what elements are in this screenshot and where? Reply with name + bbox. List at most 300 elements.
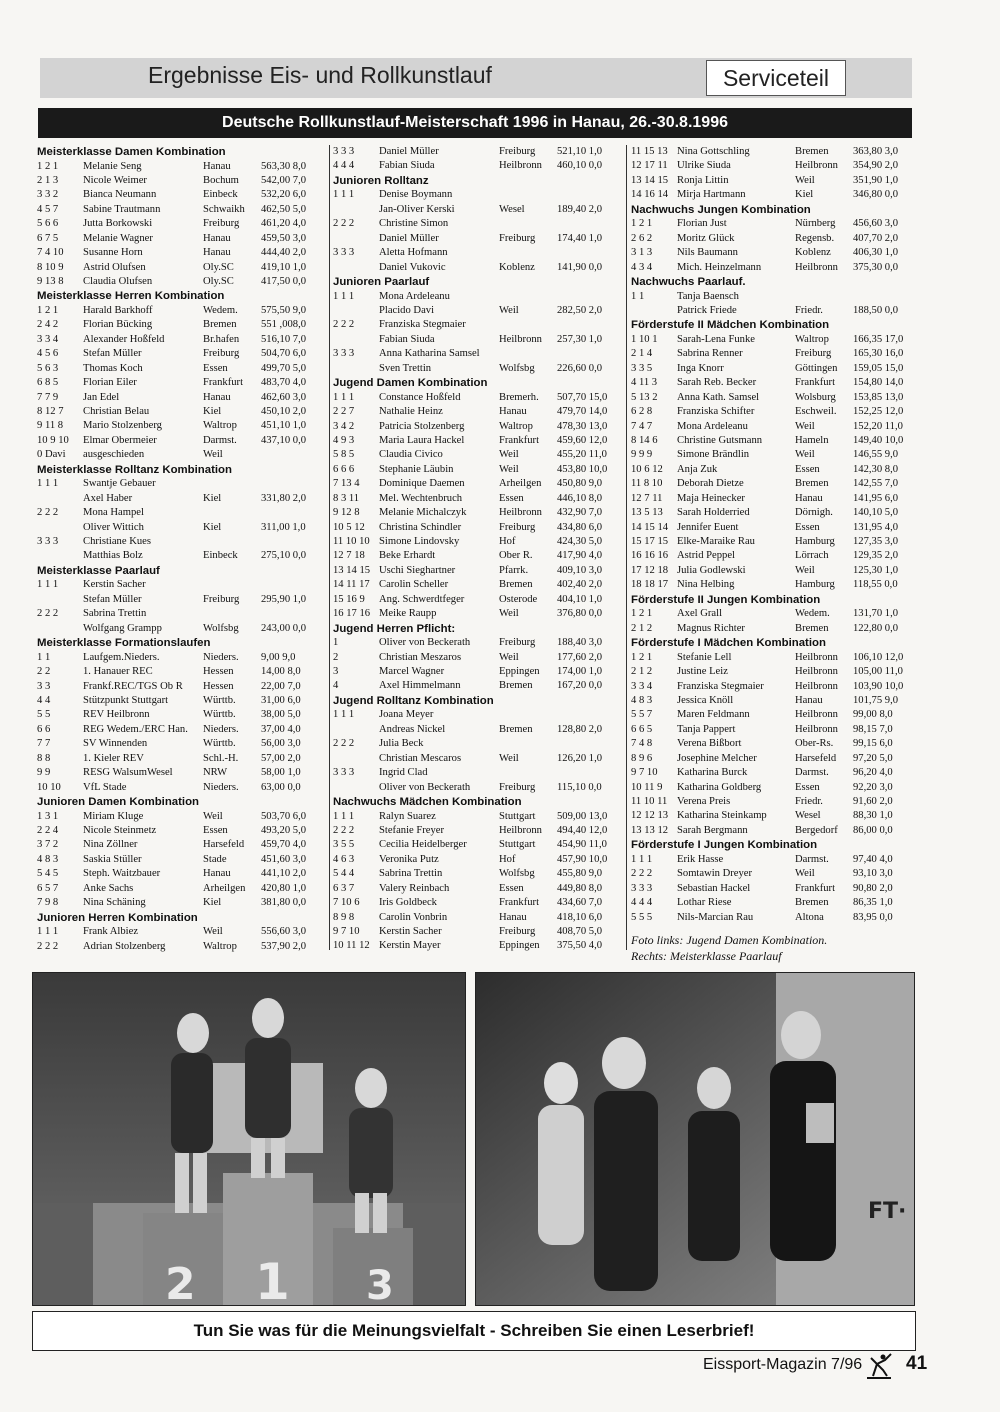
result-score: 462,60 3,0 bbox=[261, 391, 307, 403]
result-placement: 2 1 2 bbox=[631, 622, 653, 634]
result-placement: 4 4 4 bbox=[333, 160, 355, 172]
result-row bbox=[37, 766, 326, 780]
result-score: 407,70 2,0 bbox=[853, 232, 899, 244]
result-name: Meike Raupp bbox=[379, 608, 437, 620]
result-score: 478,30 13,0 bbox=[557, 420, 608, 432]
result-name: Frankf.REC/TGS Ob R bbox=[83, 680, 183, 692]
result-placement: 4 9 3 bbox=[333, 434, 355, 446]
result-club: Hamburg bbox=[795, 579, 835, 591]
result-placement: 5 4 5 bbox=[37, 868, 59, 880]
podium-number: 1 bbox=[255, 1253, 290, 1306]
result-row bbox=[37, 810, 326, 824]
category-heading: Nachwuchs Mädchen Kombination bbox=[333, 796, 522, 808]
result-club: Freiburg bbox=[795, 348, 832, 360]
result-name: Stefanie Freyer bbox=[379, 824, 445, 836]
result-club: Freiburg bbox=[499, 637, 536, 649]
result-name: Nicole Steinmetz bbox=[83, 824, 157, 836]
result-score: 86,00 0,0 bbox=[853, 824, 893, 836]
result-placement: 5 6 6 bbox=[37, 218, 59, 230]
category-heading: Jugend Rolltanz Kombination bbox=[333, 694, 494, 707]
result-name: Sabine Trautmann bbox=[83, 203, 161, 215]
result-row bbox=[37, 203, 326, 217]
result-score: 363,80 3,0 bbox=[853, 146, 899, 157]
result-club: Eppingen bbox=[499, 940, 540, 952]
result-row bbox=[37, 492, 326, 506]
result-name: Patricia Stolzenberg bbox=[379, 420, 465, 432]
result-placement: 16 17 16 bbox=[333, 608, 371, 620]
result-row bbox=[37, 694, 326, 708]
result-club: Kiel bbox=[203, 492, 222, 504]
result-placement: 7 10 6 bbox=[333, 897, 360, 909]
result-row bbox=[37, 925, 326, 939]
result-score: 141,95 6,0 bbox=[853, 492, 899, 504]
result-score: 88,30 1,0 bbox=[853, 810, 893, 822]
result-club: Hanau bbox=[203, 391, 231, 403]
result-row bbox=[631, 651, 914, 665]
result-club: Frankfurt bbox=[795, 882, 836, 894]
result-score: 375,30 0,0 bbox=[853, 261, 899, 273]
result-name: REV Heilbronn bbox=[83, 709, 150, 721]
result-row bbox=[631, 781, 914, 795]
result-row bbox=[631, 694, 914, 708]
result-score: 174,00 1,0 bbox=[557, 666, 603, 677]
category-heading: Jugend Herren Pflicht: bbox=[333, 622, 456, 635]
result-club: Württb. bbox=[203, 738, 236, 750]
result-row bbox=[333, 506, 621, 520]
result-club: Hanau bbox=[203, 868, 231, 880]
category-heading: Meisterklasse Formationslaufen bbox=[37, 637, 211, 650]
result-placement: 5 5 bbox=[37, 709, 51, 721]
result-placement: 4 4 bbox=[37, 694, 51, 706]
result-club: Hanau bbox=[795, 694, 823, 706]
result-club: Heilbronn bbox=[795, 651, 838, 663]
result-name: Denise Boymann bbox=[379, 189, 453, 201]
result-placement: 4 5 7 bbox=[37, 203, 59, 215]
result-name: Nina Helbing bbox=[677, 579, 735, 591]
result-name: Stefanie Lell bbox=[677, 651, 732, 663]
result-name: Fabian Siuda bbox=[379, 333, 435, 345]
result-row bbox=[37, 434, 326, 448]
result-name: Anna Katharina Samsel bbox=[379, 348, 480, 360]
result-club: Weil bbox=[203, 810, 223, 822]
result-score: 37,00 4,0 bbox=[261, 723, 301, 735]
result-row bbox=[631, 217, 914, 231]
result-row bbox=[333, 434, 621, 448]
result-score: 243,00 0,0 bbox=[261, 622, 307, 634]
result-score: 103,90 10,0 bbox=[853, 680, 904, 692]
result-name: Sarah-Lena Funke bbox=[677, 333, 755, 345]
result-row bbox=[37, 853, 326, 867]
result-name: Melanie Seng bbox=[83, 160, 142, 172]
result-row bbox=[37, 896, 326, 910]
result-name: Marcel Wagner bbox=[379, 666, 445, 677]
result-score: 446,10 8,0 bbox=[557, 492, 603, 504]
result-club: Kiel bbox=[203, 406, 222, 417]
result-placement: 7 4 8 bbox=[631, 738, 653, 750]
result-club: Koblenz bbox=[795, 247, 831, 259]
result-name: Nina Zöllner bbox=[83, 839, 138, 851]
pairs-photo-graphic bbox=[476, 973, 915, 1306]
result-club: Hessen bbox=[203, 666, 234, 678]
result-placement: 4 4 4 bbox=[631, 897, 653, 909]
result-name: Ulrike Siuda bbox=[677, 160, 731, 172]
result-name: Christian Mescaros bbox=[379, 752, 462, 764]
result-club: Nieders. bbox=[203, 781, 239, 793]
result-row bbox=[631, 333, 914, 347]
result-name: Julia Godlewski bbox=[677, 564, 746, 576]
result-score: 101,75 9,0 bbox=[853, 694, 899, 706]
result-score: 149,40 10,0 bbox=[853, 434, 904, 446]
result-placement: 17 12 18 bbox=[631, 564, 669, 576]
result-club: Friedr. bbox=[795, 796, 823, 807]
result-row bbox=[631, 420, 914, 434]
result-score: 165,30 16,0 bbox=[853, 348, 904, 360]
result-score: 563,30 8,0 bbox=[261, 160, 307, 172]
result-club: Heilbronn bbox=[795, 680, 838, 692]
result-row bbox=[333, 564, 621, 578]
result-name: Elke-Maraike Rau bbox=[677, 536, 755, 547]
result-row bbox=[631, 174, 914, 188]
result-club: Harsefeld bbox=[203, 839, 245, 851]
result-placement: 9 7 10 bbox=[631, 767, 658, 779]
result-placement: 2 4 2 bbox=[37, 319, 59, 331]
result-name: Veronika Putz bbox=[379, 853, 439, 865]
result-placement: 4 8 3 bbox=[631, 694, 653, 706]
result-row bbox=[333, 651, 621, 665]
result-score: 459,60 12,0 bbox=[557, 434, 608, 446]
category-heading: Förderstufe II Mädchen Kombination bbox=[631, 319, 830, 332]
result-name: Florian Eiler bbox=[83, 377, 137, 389]
result-club: Waltrop bbox=[795, 333, 829, 345]
result-row bbox=[631, 752, 914, 766]
result-club: Bremen bbox=[499, 680, 533, 692]
result-score: 509,00 13,0 bbox=[557, 810, 608, 822]
category-heading: Nachwuchs Jungen Kombination bbox=[631, 203, 811, 216]
result-score: 437,10 0,0 bbox=[261, 434, 307, 446]
result-row bbox=[333, 521, 621, 535]
result-club: Lörrach bbox=[795, 550, 829, 562]
result-placement: 2 2 2 bbox=[333, 824, 355, 836]
category-heading: Meisterklasse Rolltanz Kombination bbox=[37, 463, 232, 476]
result-name: Melanie Wagner bbox=[83, 232, 153, 244]
result-club: Essen bbox=[795, 463, 820, 475]
result-score: 97,40 4,0 bbox=[853, 853, 893, 865]
result-name: Jessica Knöll bbox=[677, 694, 734, 706]
result-club: Weil bbox=[795, 449, 815, 461]
result-club: Hameln bbox=[795, 434, 829, 446]
result-placement: 2 2 4 bbox=[37, 824, 59, 836]
result-name: Josephine Melcher bbox=[677, 752, 757, 764]
result-placement: 2 2 2 bbox=[333, 319, 355, 331]
result-placement: 11 15 13 bbox=[631, 146, 668, 157]
result-placement: 8 8 bbox=[37, 752, 51, 764]
result-row bbox=[333, 549, 621, 563]
result-name: Simone Lindovsky bbox=[379, 536, 460, 547]
result-club: Nieders. bbox=[203, 651, 239, 663]
result-score: 146,55 9,0 bbox=[853, 449, 899, 461]
result-name: Iris Goldbeck bbox=[379, 897, 437, 909]
result-placement: 1 2 1 bbox=[37, 304, 59, 316]
result-placement: 11 10 11 bbox=[631, 796, 668, 807]
result-row bbox=[631, 492, 914, 506]
result-name: Carolin Vonbrin bbox=[379, 911, 448, 923]
category-heading: Förderstufe I Mädchen Kombination bbox=[631, 637, 826, 650]
result-row bbox=[333, 853, 621, 867]
result-placement: 1 1 bbox=[631, 290, 645, 302]
result-placement: 3 bbox=[333, 666, 339, 677]
result-placement: 12 17 11 bbox=[631, 160, 668, 172]
result-row bbox=[37, 376, 326, 390]
result-club: Waltrop bbox=[203, 940, 237, 952]
result-row bbox=[37, 578, 326, 592]
result-score: 159,05 15,0 bbox=[853, 362, 904, 374]
result-placement: 5 6 3 bbox=[37, 362, 59, 374]
category-heading: Junioren Rolltanz bbox=[333, 174, 429, 187]
result-placement: 2 2 2 bbox=[631, 868, 653, 880]
result-row bbox=[631, 391, 914, 405]
result-score: 461,20 4,0 bbox=[261, 218, 307, 230]
result-row bbox=[333, 188, 621, 202]
result-placement: 8 14 6 bbox=[631, 434, 658, 446]
result-score: 494,40 12,0 bbox=[557, 824, 608, 836]
result-score: 311,00 1,0 bbox=[261, 521, 306, 533]
result-row bbox=[37, 246, 326, 260]
result-score: 376,80 0,0 bbox=[557, 608, 603, 620]
result-club: Einbeck bbox=[203, 189, 238, 201]
result-club: Weil bbox=[499, 449, 519, 461]
result-row bbox=[37, 824, 326, 838]
result-row bbox=[37, 752, 326, 766]
result-club: Heilbronn bbox=[499, 333, 542, 345]
result-placement: 8 9 8 bbox=[333, 911, 355, 923]
background-lettering: FT· bbox=[868, 1199, 907, 1224]
result-row bbox=[333, 867, 621, 881]
result-score: 451,60 3,0 bbox=[261, 853, 307, 865]
result-name: Franziska Stegmaier bbox=[379, 319, 466, 331]
result-club: Darmst. bbox=[795, 853, 829, 865]
result-club: Freiburg bbox=[203, 218, 240, 230]
result-club: Bremen bbox=[499, 723, 533, 735]
result-row bbox=[333, 333, 621, 347]
result-name: Joana Meyer bbox=[379, 709, 434, 721]
result-name: Sabrina Trettin bbox=[379, 868, 443, 880]
result-score: 9,00 9,0 bbox=[261, 651, 296, 663]
result-name: Jutta Borkowski bbox=[83, 218, 153, 230]
result-name: Elmar Obermeier bbox=[83, 434, 157, 446]
result-row bbox=[37, 940, 326, 954]
result-score: 167,20 0,0 bbox=[557, 680, 603, 692]
result-club: Darmst. bbox=[203, 434, 237, 446]
result-row bbox=[333, 636, 621, 650]
result-club: Eschweil. bbox=[795, 406, 837, 418]
result-row bbox=[37, 723, 326, 737]
result-placement: 1 1 1 bbox=[333, 290, 355, 302]
result-placement: 10 5 12 bbox=[333, 521, 365, 533]
result-placement: 14 11 17 bbox=[333, 579, 370, 591]
result-name: Mirja Hartmann bbox=[677, 189, 746, 201]
photo-caption bbox=[631, 932, 827, 964]
result-placement: 4 5 6 bbox=[37, 348, 59, 360]
result-name: Florian Just bbox=[677, 218, 727, 230]
result-score: 153,85 13,0 bbox=[853, 391, 904, 403]
result-placement: 6 7 5 bbox=[37, 232, 59, 244]
result-placement: 1 2 1 bbox=[631, 651, 653, 663]
result-placement: 1 1 1 bbox=[37, 926, 59, 938]
result-club: Stuttgart bbox=[499, 810, 536, 822]
result-row bbox=[37, 549, 326, 563]
result-score: 504,70 6,0 bbox=[261, 348, 307, 360]
result-name: VfL Stade bbox=[83, 781, 127, 793]
result-row bbox=[631, 882, 914, 896]
result-club: Hanau bbox=[499, 406, 527, 418]
category-heading: Förderstufe II Jungen Kombination bbox=[631, 593, 821, 606]
result-placement: 13 5 13 bbox=[631, 507, 663, 519]
result-score: 450,10 2,0 bbox=[261, 406, 307, 417]
result-club: NRW bbox=[203, 767, 228, 779]
result-row bbox=[333, 593, 621, 607]
result-placement: 6 6 bbox=[37, 723, 51, 735]
result-name: Sarah Reb. Becker bbox=[677, 377, 757, 389]
result-row bbox=[333, 347, 621, 361]
result-row bbox=[631, 737, 914, 751]
result-club: Wesel bbox=[795, 810, 821, 822]
result-placement: 8 9 6 bbox=[631, 752, 653, 764]
result-club: Weil bbox=[203, 449, 223, 461]
result-name: Steph. Waitzbauer bbox=[83, 868, 161, 880]
result-score: 96,20 4,0 bbox=[853, 767, 893, 779]
result-placement: 9 11 8 bbox=[37, 420, 64, 432]
result-club: Wedem. bbox=[795, 608, 830, 620]
result-club: Weil bbox=[499, 304, 519, 316]
result-placement: 1 1 1 bbox=[333, 391, 355, 403]
result-placement: 6 2 8 bbox=[631, 406, 653, 418]
result-club: Oly.SC bbox=[203, 261, 234, 273]
page-section-title: Ergebnisse Eis- und Rollkunstlauf bbox=[148, 62, 492, 88]
result-placement: 9 13 8 bbox=[37, 276, 64, 287]
result-row bbox=[37, 607, 326, 621]
result-club: Freiburg bbox=[499, 146, 536, 157]
result-score: 402,40 2,0 bbox=[557, 579, 603, 591]
result-name: Mario Stolzenberg bbox=[83, 420, 162, 432]
result-row bbox=[631, 405, 914, 419]
result-placement: 2 2 2 bbox=[333, 738, 355, 750]
result-placement: 1 1 1 bbox=[333, 709, 355, 721]
result-club: Arheilgen bbox=[499, 478, 542, 490]
result-row bbox=[631, 680, 914, 694]
result-name: Laufgem.Nieders. bbox=[83, 651, 160, 663]
result-row bbox=[631, 376, 914, 390]
result-name: Sebastian Hackel bbox=[677, 882, 751, 894]
result-placement: 1 1 1 bbox=[333, 189, 355, 201]
result-row bbox=[631, 723, 914, 737]
result-row bbox=[333, 362, 621, 376]
result-score: 275,10 0,0 bbox=[261, 550, 307, 562]
category-heading: Junioren Damen Kombination bbox=[37, 796, 200, 808]
result-row bbox=[333, 737, 621, 751]
result-score: 532,20 6,0 bbox=[261, 189, 307, 201]
result-placement: 5 5 7 bbox=[631, 709, 653, 721]
result-score: 115,10 0,0 bbox=[557, 781, 602, 793]
result-name: Simone Brändlin bbox=[677, 449, 750, 461]
result-row bbox=[333, 939, 621, 953]
result-row bbox=[631, 477, 914, 491]
result-score: 459,50 3,0 bbox=[261, 232, 307, 244]
result-placement: 3 4 2 bbox=[333, 420, 355, 432]
result-club: Essen bbox=[795, 521, 820, 533]
result-club: Nieders. bbox=[203, 723, 239, 735]
result-club: Württb. bbox=[203, 709, 236, 721]
result-club: Schwaikh bbox=[203, 203, 245, 215]
result-placement: 1 1 1 bbox=[333, 810, 355, 822]
result-row bbox=[333, 882, 621, 896]
result-placement: 2 2 2 bbox=[37, 507, 59, 519]
result-placement: 3 3 3 bbox=[333, 146, 355, 157]
result-name: Axel Grall bbox=[677, 608, 723, 620]
result-placement: 2 1 4 bbox=[631, 348, 653, 360]
result-name: Adrian Stolzenberg bbox=[83, 940, 166, 952]
result-club: Darmst. bbox=[795, 767, 829, 779]
serviceteil-label: Serviceteil bbox=[706, 60, 846, 96]
result-placement: 11 8 10 bbox=[631, 478, 663, 490]
result-club: Dörnigh. bbox=[795, 507, 833, 519]
result-placement: 2 6 2 bbox=[631, 232, 653, 244]
result-club: Stade bbox=[203, 853, 227, 865]
result-score: 354,90 2,0 bbox=[853, 160, 899, 172]
result-name: Katharina Goldberg bbox=[677, 781, 762, 793]
result-score: 14,00 8,0 bbox=[261, 666, 301, 678]
result-placement: 1 2 1 bbox=[631, 218, 653, 230]
result-score: 420,80 1,0 bbox=[261, 882, 307, 894]
result-name: Mich. Heinzelmann bbox=[677, 261, 762, 273]
result-row bbox=[37, 275, 326, 289]
result-score: 93,10 3,0 bbox=[853, 868, 893, 880]
result-row bbox=[631, 665, 914, 679]
result-score: 459,70 4,0 bbox=[261, 839, 307, 851]
result-name: Franziska Stegmaier bbox=[677, 680, 764, 692]
result-row bbox=[631, 853, 914, 867]
result-row bbox=[333, 159, 621, 173]
result-row bbox=[333, 448, 621, 462]
result-score: 441,10 2,0 bbox=[261, 868, 307, 880]
result-score: 499,70 5,0 bbox=[261, 362, 307, 374]
result-name: Ralyn Suarez bbox=[379, 810, 436, 822]
result-name: Stefan Müller bbox=[83, 593, 142, 605]
category-heading: Meisterklasse Paarlauf bbox=[37, 564, 160, 577]
result-score: 417,90 4,0 bbox=[557, 550, 603, 562]
result-placement: 2 1 2 bbox=[631, 666, 653, 678]
result-placement: 6 6 6 bbox=[333, 463, 355, 475]
result-placement: 2 2 bbox=[37, 666, 51, 678]
result-row bbox=[333, 290, 621, 304]
category-heading: Meisterklasse Herren Kombination bbox=[37, 290, 225, 303]
result-score: 57,00 2,0 bbox=[261, 752, 301, 764]
result-club: Wedem. bbox=[203, 304, 238, 316]
result-placement: 1 2 1 bbox=[631, 608, 653, 620]
results-column-2 bbox=[333, 145, 621, 954]
result-placement: 13 14 15 bbox=[631, 174, 669, 186]
result-name: SV Winnenden bbox=[83, 738, 148, 750]
result-name: Stefan Müller bbox=[83, 348, 142, 360]
result-row bbox=[37, 232, 326, 246]
result-club: Essen bbox=[203, 824, 228, 836]
result-score: 122,80 0,0 bbox=[853, 622, 899, 634]
result-row bbox=[333, 232, 621, 246]
result-name: Anna Kath. Samsel bbox=[677, 391, 760, 403]
result-name: Katharina Burck bbox=[677, 767, 748, 779]
result-score: 444,40 2,0 bbox=[261, 247, 307, 259]
result-club: Essen bbox=[203, 362, 228, 374]
result-row bbox=[37, 781, 326, 795]
